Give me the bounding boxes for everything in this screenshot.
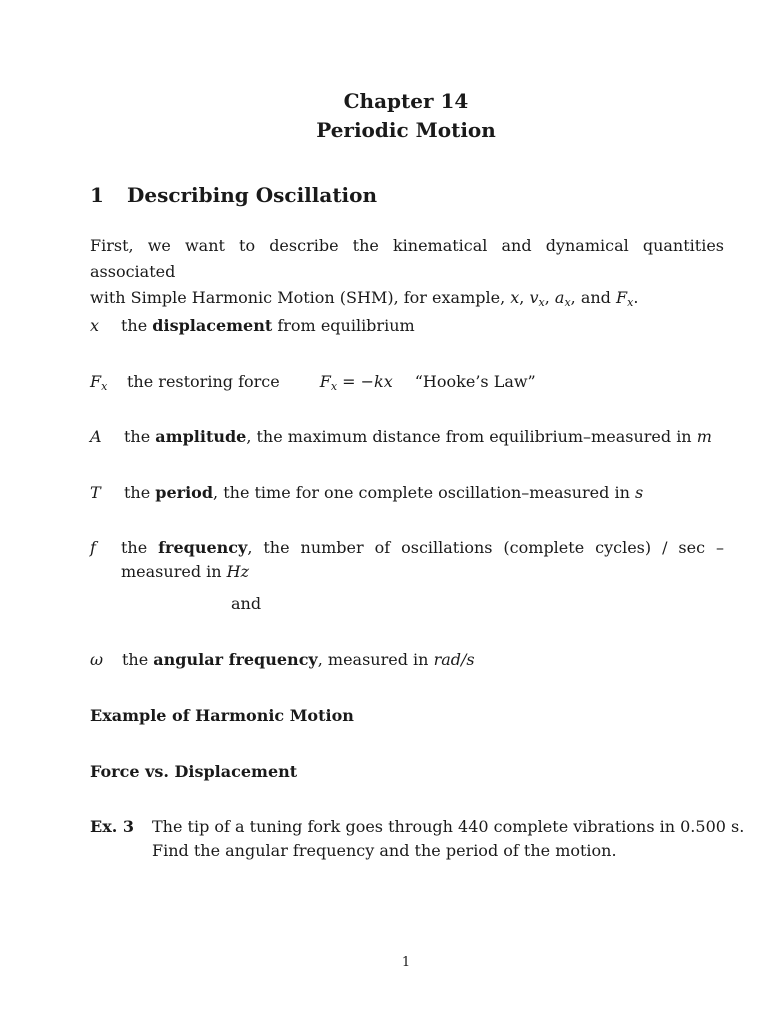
frequency-line-1: f the frequency, the number of oscillations (complete cycles) / sec – — [90, 536, 724, 560]
unit-hertz: Hz — [226, 562, 250, 581]
example-line-2: Find the angular frequency and the period of the motion. — [152, 841, 617, 860]
and-connector: and — [231, 594, 262, 613]
page-number: 1 — [401, 955, 411, 970]
section-title: Describing Oscillation — [127, 183, 378, 207]
intro-line-1: First, we want to describe the kinematical and dynamical quantities associated — [90, 236, 724, 281]
section-number: 1 — [90, 183, 104, 207]
hookes-law-label: “Hooke’s Law” — [414, 372, 536, 391]
term-displacement: displacement — [152, 316, 273, 335]
definition-frequency — [90, 536, 724, 584]
intro-paragraph — [90, 233, 724, 311]
heading-example-harmonic-motion: Example of Harmonic Motion — [90, 706, 354, 725]
definition-amplitude: A the amplitude, the maximum distance from equilibrium–measured in m — [90, 425, 712, 449]
definition-restoring-force — [90, 370, 536, 394]
symbol-omega: ω — [90, 650, 104, 669]
definition-displacement: x the displacement from equilibrium — [90, 314, 415, 338]
example-line-1: The tip of a tuning fork goes through 440 complete vibrations in 0.500 s. — [152, 817, 745, 836]
term-amplitude: amplitude — [155, 427, 247, 446]
term-period: period — [155, 483, 214, 502]
symbol-a: A — [90, 427, 102, 446]
term-frequency: frequency — [158, 538, 248, 557]
chapter-title: Periodic Motion — [316, 118, 496, 142]
intro-line-2: with Simple Harmonic Motion (SHM), for example, x, $v_x$, $a_x$, and $F_x$. — [90, 288, 639, 309]
section-heading — [90, 181, 377, 209]
definition-period: T the period, the time for one complete oscillation–measured in s — [90, 481, 643, 505]
symbol-t: T — [90, 483, 101, 502]
heading-force-vs-displacement: Force vs. Displacement — [90, 762, 298, 781]
symbol-fx: $F_x$ — [90, 372, 108, 393]
example-label: Ex. 3 — [90, 817, 135, 836]
definition-angular-frequency: ω the angular frequency, measured in rad/s — [90, 648, 475, 672]
restoring-force-text: the restoring force — [127, 372, 280, 391]
term-angular-frequency: angular frequency — [153, 650, 318, 669]
unit-rad-per-s: rad/s — [433, 650, 475, 669]
unit-meter: m — [696, 427, 712, 446]
hookes-law-equation: $F_x = -kx$ — [319, 372, 393, 393]
frequency-line-2: measured in Hz — [121, 562, 250, 581]
chapter-heading: Chapter 14 — [343, 89, 469, 113]
example-text — [152, 815, 745, 863]
symbol-x: x — [90, 316, 100, 335]
unit-second: s — [634, 483, 644, 502]
symbol-f: f — [90, 538, 96, 557]
